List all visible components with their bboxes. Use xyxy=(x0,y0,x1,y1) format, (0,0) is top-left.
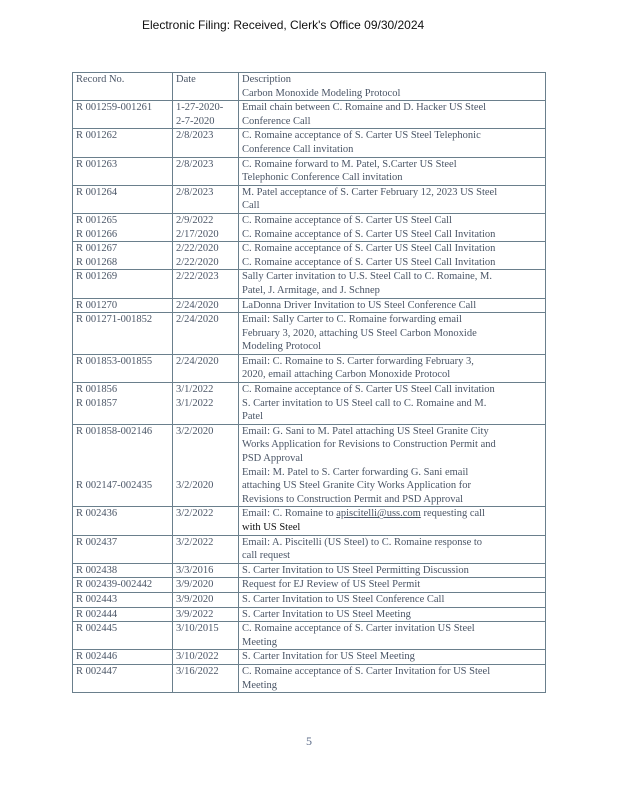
table-row xyxy=(73,270,546,298)
page-number: 5 xyxy=(306,734,312,748)
record-number-cell: R 001262 xyxy=(73,129,173,157)
table-row xyxy=(73,242,546,270)
description-line: attaching US Steel Granite City Works Application for xyxy=(242,480,472,492)
description-cell xyxy=(239,424,546,507)
date-cell: 3/16/2022 xyxy=(173,664,239,692)
description-cell xyxy=(239,664,546,692)
description-line: Call xyxy=(242,200,260,212)
date-cell: 3/2/2020 3/2/2020 xyxy=(173,424,239,507)
date-cell: 2/8/2023 xyxy=(173,129,239,157)
description-line: M. Patel acceptance of S. Carter February 12, 2023 US Steel xyxy=(242,186,498,198)
description-line: C. Romaine acceptance of S. Carter US Steel Telephonic xyxy=(242,130,481,142)
description-line: Email: G. Sani to M. Patel attaching US Steel Granite City xyxy=(242,425,489,437)
record-number-cell: R 002437 xyxy=(73,535,173,563)
table-header-row xyxy=(73,73,546,101)
description-line: S. Carter Invitation to US Steel Meeting xyxy=(242,608,411,620)
column-header-date: Date xyxy=(173,73,239,101)
description-cell xyxy=(239,157,546,185)
electronic-filing-header: Electronic Filing: Received, Clerk's Office 09/30/2024 xyxy=(142,18,425,32)
description-line: S. Carter Invitation for US Steel Meeting xyxy=(242,651,415,663)
description-cell xyxy=(239,607,546,622)
description-line: Email: C. Romaine to S. Carter forwarding February 3, xyxy=(242,355,474,367)
table-row xyxy=(73,383,546,425)
table-row xyxy=(73,507,546,535)
column-header-description-label: Description xyxy=(242,74,291,85)
description-cell xyxy=(239,270,546,298)
record-number-cell: R 001270 xyxy=(73,298,173,313)
description-line: Patel, J. Armitage, and J. Schnep xyxy=(242,284,380,296)
description-line: Works Application for Revisions to Construction Permit and xyxy=(242,439,496,451)
table-row xyxy=(73,424,546,507)
table-row xyxy=(73,607,546,622)
description-line: with US Steel xyxy=(242,522,301,533)
column-header-record-no: Record No. xyxy=(73,73,173,101)
date-cell: 2/24/2020 xyxy=(173,298,239,313)
date-cell: 2/24/2020 xyxy=(173,354,239,382)
description-line: Conference Call xyxy=(242,115,311,127)
date-cell: 3/10/2022 xyxy=(173,650,239,665)
description-line: Email: A. Piscitelli (US Steel) to C. Romaine response to xyxy=(242,536,483,548)
date-cell: 2/9/2022 2/17/2020 xyxy=(173,213,239,241)
description-line: C. Romaine acceptance of S. Carter invitation US Steel xyxy=(242,623,475,635)
description-line: Meeting xyxy=(242,679,277,691)
record-number-cell: R 001858-002146 R 002147-002435 xyxy=(73,424,173,507)
description-line: Email: Sally Carter to C. Romaine forwarding email xyxy=(242,314,462,326)
description-cell xyxy=(239,129,546,157)
description-cell xyxy=(239,242,546,270)
description-line: Email chain between C. Romaine and D. Hacker US Steel xyxy=(242,102,487,114)
carried-over-description: Carbon Monoxide Modeling Protocol xyxy=(242,87,401,99)
description-line: S. Carter invitation to US Steel call to C. Romaine and M. xyxy=(242,397,487,409)
table-row xyxy=(73,535,546,563)
description-cell xyxy=(239,298,546,313)
date-cell: 2/8/2023 xyxy=(173,157,239,185)
table-row xyxy=(73,185,546,213)
table-row xyxy=(73,578,546,593)
description-line: Conference Call invitation xyxy=(242,143,354,155)
date-cell: 3/9/2020 xyxy=(173,578,239,593)
description-text: requesting call xyxy=(420,508,485,520)
description-cell xyxy=(239,313,546,355)
record-number-cell: R 001259-001261 xyxy=(73,101,173,129)
description-cell xyxy=(239,622,546,650)
description-cell xyxy=(239,354,546,382)
description-line: C. Romaine acceptance of S. Carter US Steel Call Invitation xyxy=(242,228,496,240)
record-number-cell: R 002447 xyxy=(73,664,173,692)
record-number-cell: R 002438 xyxy=(73,563,173,578)
table-row xyxy=(73,157,546,185)
description-line: C. Romaine acceptance of S. Carter US Steel Call xyxy=(242,214,452,226)
description-line: S. Carter Invitation to US Steel Permitting Discussion xyxy=(242,564,469,576)
description-cell xyxy=(239,185,546,213)
date-cell: 2/24/2020 xyxy=(173,313,239,355)
record-number-cell: R 001856 R 001857 xyxy=(73,383,173,425)
date-cell: 3/9/2020 xyxy=(173,592,239,607)
description-cell xyxy=(239,383,546,425)
description-line: C. Romaine forward to M. Patel, S.Carter US Steel xyxy=(242,158,457,170)
description-cell xyxy=(239,592,546,607)
table-row xyxy=(73,592,546,607)
description-cell xyxy=(239,578,546,593)
record-number-cell: R 001271-001852 xyxy=(73,313,173,355)
description-line: Request for EJ Review of US Steel Permit xyxy=(242,579,421,591)
date-cell: 3/1/2022 3/1/2022 xyxy=(173,383,239,425)
record-number-cell: R 002436 xyxy=(73,507,173,535)
table-row xyxy=(73,563,546,578)
record-number-cell: R 002446 xyxy=(73,650,173,665)
description-line: C. Romaine acceptance of S. Carter US Steel Call Invitation xyxy=(242,256,496,268)
table-row xyxy=(73,101,546,129)
table-row xyxy=(73,664,546,692)
record-number-cell: R 001269 xyxy=(73,270,173,298)
record-number-cell: R 001267 R 001268 xyxy=(73,242,173,270)
date-cell: 2/22/2023 xyxy=(173,270,239,298)
date-cell: 3/2/2022 xyxy=(173,507,239,535)
record-number-cell: R 002443 xyxy=(73,592,173,607)
description-line: Patel xyxy=(242,411,263,423)
column-header-description xyxy=(239,73,546,101)
record-number-cell: R 001264 xyxy=(73,185,173,213)
description-line: Modeling Protocol xyxy=(242,341,322,353)
record-number-cell: R 001263 xyxy=(73,157,173,185)
description-line: Meeting xyxy=(242,636,277,648)
date-cell: 3/9/2022 xyxy=(173,607,239,622)
email-link[interactable]: apiscitelli@uss.com xyxy=(336,508,421,520)
record-number-cell: R 001265 R 001266 xyxy=(73,213,173,241)
record-number-cell: R 002445 xyxy=(73,622,173,650)
record-number-cell: R 001853-001855 xyxy=(73,354,173,382)
description-line: C. Romaine acceptance of S. Carter US Steel Call Invitation xyxy=(242,243,496,255)
table-row xyxy=(73,213,546,241)
date-cell: 2/22/2020 2/22/2020 xyxy=(173,242,239,270)
description-cell xyxy=(239,213,546,241)
description-cell xyxy=(239,563,546,578)
record-number-cell: R 002444 xyxy=(73,607,173,622)
date-cell: 1-27-2020- 2-7-2020 xyxy=(173,101,239,129)
table-row xyxy=(73,622,546,650)
description-cell xyxy=(239,650,546,665)
record-table xyxy=(72,72,546,693)
date-cell: 3/3/2016 xyxy=(173,563,239,578)
date-cell: 2/8/2023 xyxy=(173,185,239,213)
table-row xyxy=(73,129,546,157)
description-line: call request xyxy=(242,550,291,562)
table-row xyxy=(73,354,546,382)
description-line: Sally Carter invitation to U.S. Steel Call to C. Romaine, M. xyxy=(242,271,492,283)
description-text: Email: C. Romaine to xyxy=(242,508,337,520)
record-number-cell: R 002439-002442 xyxy=(73,578,173,593)
table-row xyxy=(73,313,546,355)
table-row xyxy=(73,298,546,313)
date-cell: 3/10/2015 xyxy=(173,622,239,650)
description-line: Email: M. Patel to S. Carter forwarding G. Sani email xyxy=(242,466,469,478)
description-line: Revisions to Construction Permit and PSD Approval xyxy=(242,493,464,505)
description-cell xyxy=(239,507,546,535)
description-line: PSD Approval xyxy=(242,453,303,465)
description-cell xyxy=(239,101,546,129)
description-line: C. Romaine acceptance of S. Carter Invitation for US Steel xyxy=(242,665,491,677)
description-line: 2020, email attaching Carbon Monoxide Protocol xyxy=(242,369,451,381)
table-row xyxy=(73,650,546,665)
description-line: Telephonic Conference Call invitation xyxy=(242,172,403,184)
description-line xyxy=(242,507,542,521)
description-cell xyxy=(239,535,546,563)
description-line: C. Romaine acceptance of S. Carter US Steel Call invitation xyxy=(242,384,495,396)
description-line: S. Carter Invitation to US Steel Conference Call xyxy=(242,593,445,605)
description-line: LaDonna Driver Invitation to US Steel Conference Call xyxy=(242,299,477,311)
date-cell: 3/2/2022 xyxy=(173,535,239,563)
description-line: February 3, 2020, attaching US Steel Carbon Monoxide xyxy=(242,327,477,339)
